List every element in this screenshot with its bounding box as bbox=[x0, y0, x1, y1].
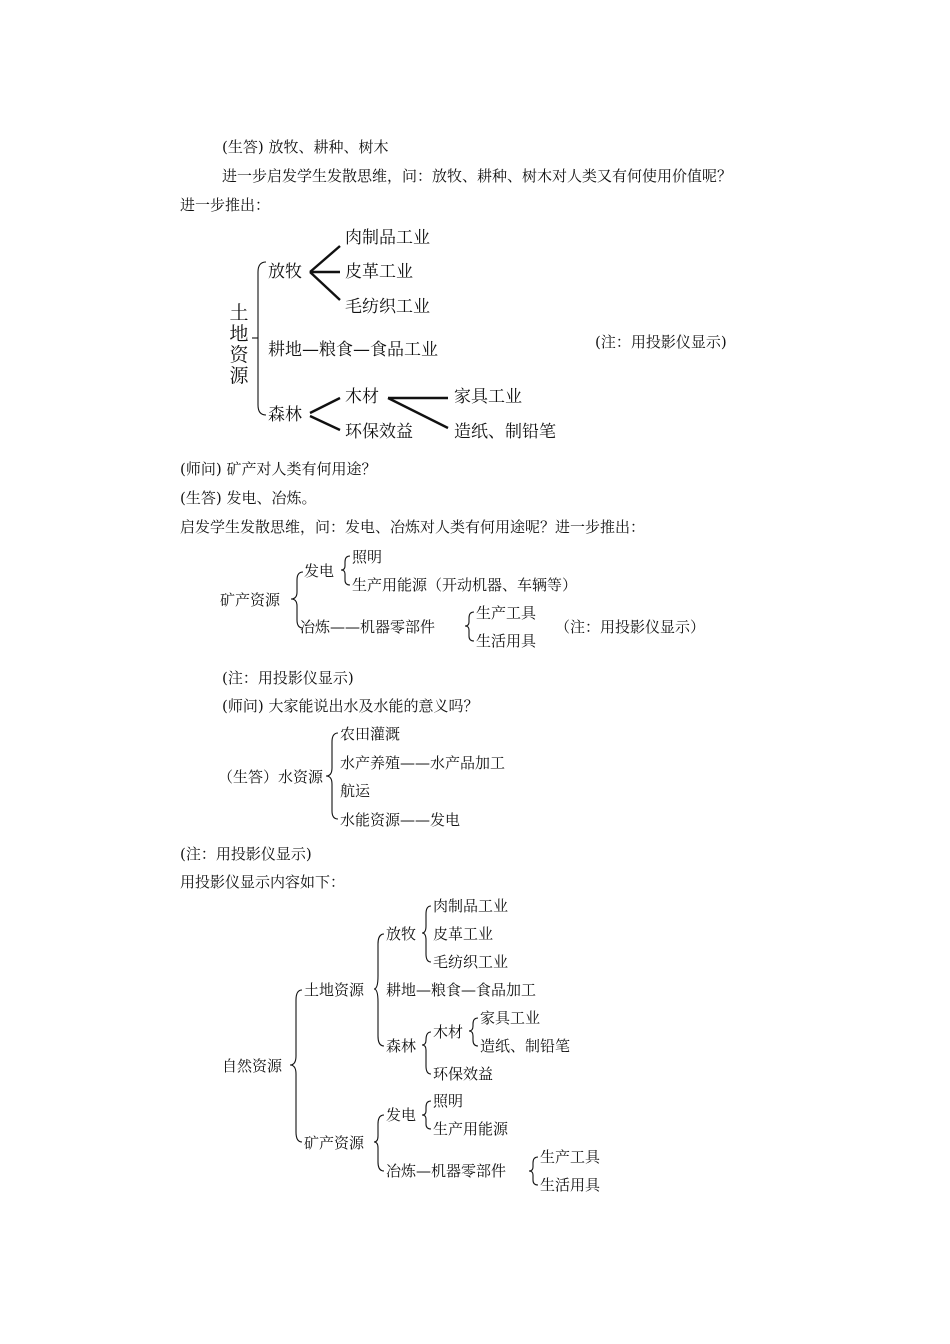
summary-power-brace bbox=[422, 1101, 431, 1129]
water-irrigation: 农田灌溉 bbox=[340, 725, 401, 743]
summary-wool: 毛纺织工业 bbox=[433, 953, 509, 971]
summary-smelting: 冶炼—机器零部件 bbox=[386, 1162, 507, 1180]
diagram1-root-char: 土 bbox=[229, 302, 249, 324]
summary-land: 土地资源 bbox=[304, 981, 365, 999]
intro-line-3: 进一步推出： bbox=[180, 196, 271, 214]
diagram1-forest: 森林 bbox=[268, 405, 302, 425]
summary-meat: 肉制品工业 bbox=[433, 897, 509, 915]
summary-land-brace bbox=[374, 934, 384, 1046]
summary-energy: 生产用能源 bbox=[433, 1120, 509, 1138]
water-hydropower: 水能资源——发电 bbox=[340, 811, 461, 829]
summary-wood-brace bbox=[469, 1018, 478, 1046]
diagram1-root-char: 地 bbox=[229, 323, 249, 345]
diagram1-meat-industry: 肉制品工业 bbox=[345, 228, 430, 248]
summary-farmland: 耕地—粮食—食品加工 bbox=[386, 981, 537, 999]
intro-line-2: 进一步启发学生发散思维，问：放牧、耕种、树木对人类又有何使用价值呢？ bbox=[222, 167, 733, 185]
summary-furniture: 家具工业 bbox=[480, 1009, 541, 1027]
water-shipping: 航运 bbox=[340, 782, 371, 800]
summary-paper: 造纸、制铅笔 bbox=[480, 1037, 571, 1055]
diagram1-root bbox=[228, 303, 250, 387]
water-aquaculture: 水产养殖——水产品加工 bbox=[340, 754, 506, 772]
summary-power: 发电 bbox=[386, 1106, 417, 1124]
diagram1-paper-pencil: 造纸、制铅笔 bbox=[454, 422, 556, 442]
diagram1-eco-benefit: 环保效益 bbox=[345, 422, 413, 442]
diagram2-lighting: 照明 bbox=[352, 548, 383, 566]
question-mineral: (师问) 矿产对人类有何用途？ bbox=[180, 460, 377, 478]
summary-production-tools: 生产工具 bbox=[540, 1148, 601, 1166]
summary-wood: 木材 bbox=[433, 1023, 464, 1041]
diagram2-energy: 生产用能源（开动机器、车辆等） bbox=[352, 576, 578, 594]
diagram1-root-char: 资 bbox=[229, 344, 249, 366]
diagram1-line-meat bbox=[310, 246, 340, 272]
intro-line-1: (生答) 放牧、耕种、树木 bbox=[222, 138, 389, 156]
water-brace bbox=[326, 733, 338, 819]
diagram1-furniture: 家具工业 bbox=[454, 387, 522, 407]
summary-root-brace bbox=[290, 990, 302, 1142]
diagram1-root-char: 源 bbox=[229, 365, 249, 387]
diagram1-wood: 木材 bbox=[345, 387, 379, 407]
summary-eco: 环保效益 bbox=[433, 1065, 494, 1083]
diagram2-living-tools: 生活用具 bbox=[476, 632, 537, 650]
summary-leather: 皮革工业 bbox=[433, 925, 494, 943]
diagram2-power-brace bbox=[341, 556, 350, 585]
summary-mineral-brace bbox=[374, 1115, 384, 1171]
diagram1-grazing: 放牧 bbox=[268, 262, 302, 282]
diagram2-smelt-brace bbox=[465, 612, 474, 641]
summary-smelt-brace bbox=[529, 1157, 538, 1185]
summary-lead: 用投影仪显示内容如下： bbox=[180, 873, 346, 891]
water-connectors bbox=[326, 733, 338, 819]
summary-mineral: 矿产资源 bbox=[304, 1134, 365, 1152]
water-root: （生答）水资源 bbox=[218, 768, 324, 786]
diagram2-smelting: 冶炼——机器零部件 bbox=[300, 618, 436, 636]
summary-lighting: 照明 bbox=[433, 1092, 464, 1110]
diagram1-leather-industry: 皮革工业 bbox=[345, 262, 413, 282]
note-3: (注：用投影仪显示) bbox=[180, 845, 312, 863]
diagram2-power: 发电 bbox=[304, 562, 335, 580]
question-mineral-use: 启发学生发散思维，问：发电、冶炼对人类有何用途呢？进一步推出： bbox=[180, 518, 646, 536]
diagram1-wool-industry: 毛纺织工业 bbox=[345, 297, 430, 317]
diagram1-line-wood bbox=[310, 398, 340, 413]
summary-grazing-brace bbox=[422, 906, 431, 962]
note-2: (注：用投影仪显示) bbox=[222, 669, 354, 687]
question-water: (师问) 大家能说出水及水能的意义吗？ bbox=[222, 697, 479, 715]
diagram1-line-eco bbox=[310, 416, 340, 430]
diagram1-root-brace bbox=[258, 262, 266, 415]
summary-living-tools: 生活用具 bbox=[540, 1176, 601, 1194]
answer-mineral: (生答) 发电、冶炼。 bbox=[180, 489, 317, 507]
diagram1-note: (注：用投影仪显示) bbox=[595, 333, 727, 351]
diagram2-production-tools: 生产工具 bbox=[476, 604, 537, 622]
summary-forest-brace bbox=[422, 1032, 431, 1074]
diagram2-inline-note: （注：用投影仪显示） bbox=[555, 618, 706, 636]
summary-forest: 森林 bbox=[386, 1037, 417, 1055]
diagram2-root: 矿产资源 bbox=[220, 591, 281, 609]
summary-root: 自然资源 bbox=[222, 1057, 283, 1075]
diagram1-line-wool bbox=[310, 272, 340, 300]
diagram1-farmland: 耕地—粮食—食品工业 bbox=[268, 340, 438, 360]
summary-grazing: 放牧 bbox=[386, 925, 417, 943]
